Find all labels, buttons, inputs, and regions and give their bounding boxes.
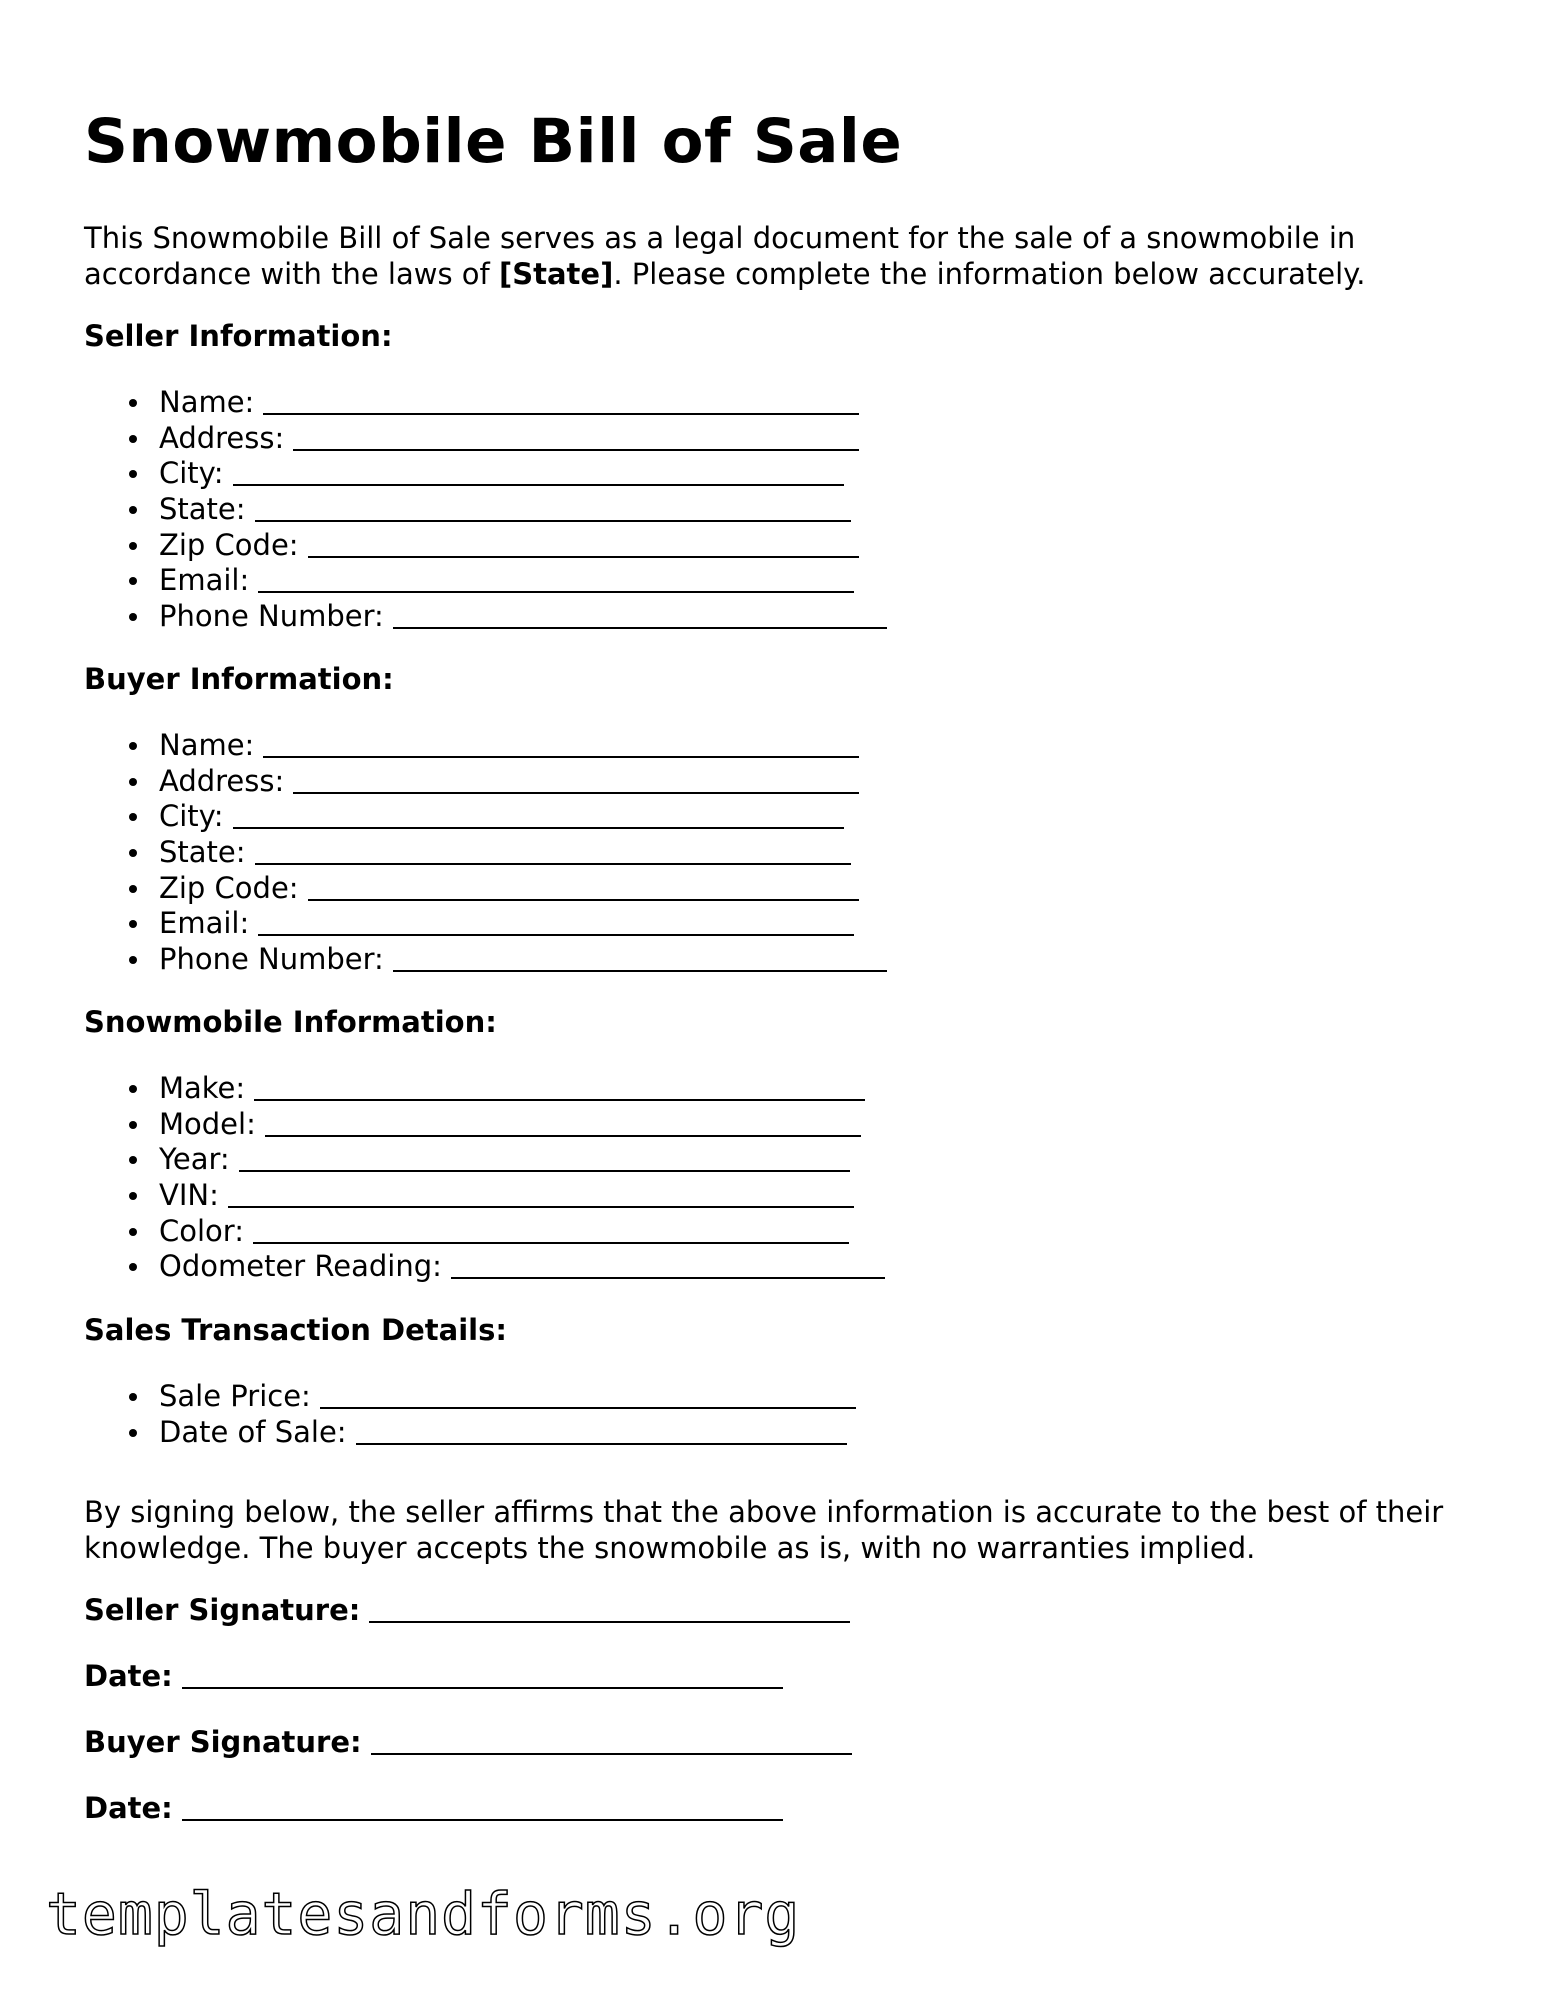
buyer-signature-label: Buyer Signature: (84, 1725, 362, 1759)
state-placeholder: [State] (498, 257, 614, 291)
buyer-signature-blank[interactable] (371, 1727, 852, 1755)
buyer-phone-blank[interactable] (393, 944, 887, 972)
buyer-heading: Buyer Information: (84, 662, 394, 696)
buyer-field-email (84, 905, 887, 941)
field-label: Phone Number: (159, 599, 384, 634)
intro-text-after: . Please complete the information below accurately. (613, 257, 1366, 291)
snowmobile-field-odometer (84, 1248, 885, 1284)
field-label: Zip Code: (159, 527, 299, 562)
buyer-field-phone (84, 941, 887, 977)
snowmobile-odometer-blank[interactable] (451, 1251, 885, 1279)
field-label: Make: (159, 1071, 246, 1105)
seller-field-phone (84, 598, 887, 634)
field-label: Year: (159, 1142, 230, 1177)
buyer-date-blank[interactable] (182, 1793, 783, 1821)
buyer-fields (84, 727, 887, 977)
field-label: Model: (159, 1106, 256, 1141)
intro-paragraph (84, 220, 1484, 292)
seller-field-name (84, 384, 887, 420)
buyer-address-blank[interactable] (293, 766, 859, 794)
buyer-field-city (84, 798, 887, 834)
seller-date-label: Date: (84, 1659, 173, 1693)
seller-signature-line (84, 1592, 850, 1628)
snowmobile-heading: Snowmobile Information: (84, 1005, 497, 1039)
snowmobile-vin-blank[interactable] (228, 1180, 854, 1208)
buyer-field-zip (84, 870, 887, 906)
seller-email-blank[interactable] (258, 565, 854, 593)
field-label: Phone Number: (159, 942, 384, 977)
snowmobile-fields (84, 1070, 885, 1284)
seller-heading: Seller Information: (84, 319, 393, 353)
intro-text-before: This Snowmobile Bill of Sale serves as a legal document for the sale of a snowmobile in accordance with the laws of (84, 221, 1356, 291)
buyer-field-state (84, 834, 887, 870)
transaction-fields (84, 1378, 856, 1449)
buyer-date-line (84, 1790, 783, 1826)
seller-signature-label: Seller Signature: (84, 1593, 361, 1627)
seller-signature-blank[interactable] (369, 1595, 850, 1623)
field-label: Zip Code: (159, 870, 299, 905)
buyer-field-address (84, 763, 887, 799)
field-label: City: (159, 456, 224, 491)
field-label: Date of Sale: (159, 1414, 347, 1449)
snowmobile-field-year (84, 1141, 885, 1177)
buyer-email-blank[interactable] (258, 908, 854, 936)
page-title: Snowmobile Bill of Sale (84, 106, 903, 177)
seller-date-line (84, 1658, 783, 1694)
seller-field-state (84, 491, 887, 527)
seller-fields (84, 384, 887, 634)
seller-city-blank[interactable] (233, 458, 844, 486)
buyer-signature-line (84, 1724, 852, 1760)
transaction-heading: Sales Transaction Details: (84, 1313, 507, 1347)
transaction-field-date (84, 1414, 856, 1450)
field-label: State: (159, 492, 246, 527)
buyer-city-blank[interactable] (233, 801, 844, 829)
field-label: Email: (159, 563, 250, 598)
buyer-field-name (84, 727, 887, 763)
snowmobile-color-blank[interactable] (253, 1216, 849, 1244)
buyer-name-blank[interactable] (263, 730, 859, 758)
seller-zip-blank[interactable] (308, 530, 859, 558)
snowmobile-model-blank[interactable] (265, 1109, 861, 1137)
transaction-field-price (84, 1378, 856, 1414)
field-label: Email: (159, 906, 250, 941)
site-watermark: templatesandforms.org (46, 1880, 801, 1948)
snowmobile-make-blank[interactable] (254, 1073, 865, 1101)
field-label: Name: (159, 728, 255, 762)
closing-paragraph: By signing below, the seller affirms that the above information is accurate to the best of their knowledge. The buyer accepts the snowmobile as is, with no warranties implied. (84, 1495, 1444, 1565)
seller-state-blank[interactable] (255, 494, 851, 522)
field-label: Odometer Reading: (159, 1249, 442, 1284)
snowmobile-field-model (84, 1106, 885, 1142)
buyer-date-label: Date: (84, 1791, 173, 1825)
seller-field-zip (84, 527, 887, 563)
field-label: Address: (159, 420, 285, 455)
snowmobile-year-blank[interactable] (239, 1144, 850, 1172)
field-label: Name: (159, 385, 255, 419)
snowmobile-field-vin (84, 1177, 885, 1213)
seller-name-blank[interactable] (263, 387, 859, 415)
field-label: Address: (159, 763, 285, 798)
seller-field-address (84, 420, 887, 456)
field-label: VIN: (159, 1178, 219, 1213)
field-label: City: (159, 799, 224, 834)
seller-field-email (84, 562, 887, 598)
seller-phone-blank[interactable] (393, 601, 887, 629)
seller-date-blank[interactable] (182, 1661, 783, 1689)
buyer-zip-blank[interactable] (308, 873, 859, 901)
seller-address-blank[interactable] (293, 423, 859, 451)
date-of-sale-blank[interactable] (356, 1417, 847, 1445)
field-label: Sale Price: (159, 1379, 311, 1413)
snowmobile-field-color (84, 1213, 885, 1249)
seller-field-city (84, 455, 887, 491)
field-label: Color: (159, 1213, 244, 1248)
sale-price-blank[interactable] (320, 1381, 856, 1409)
field-label: State: (159, 835, 246, 870)
buyer-state-blank[interactable] (255, 837, 851, 865)
snowmobile-field-make (84, 1070, 885, 1106)
